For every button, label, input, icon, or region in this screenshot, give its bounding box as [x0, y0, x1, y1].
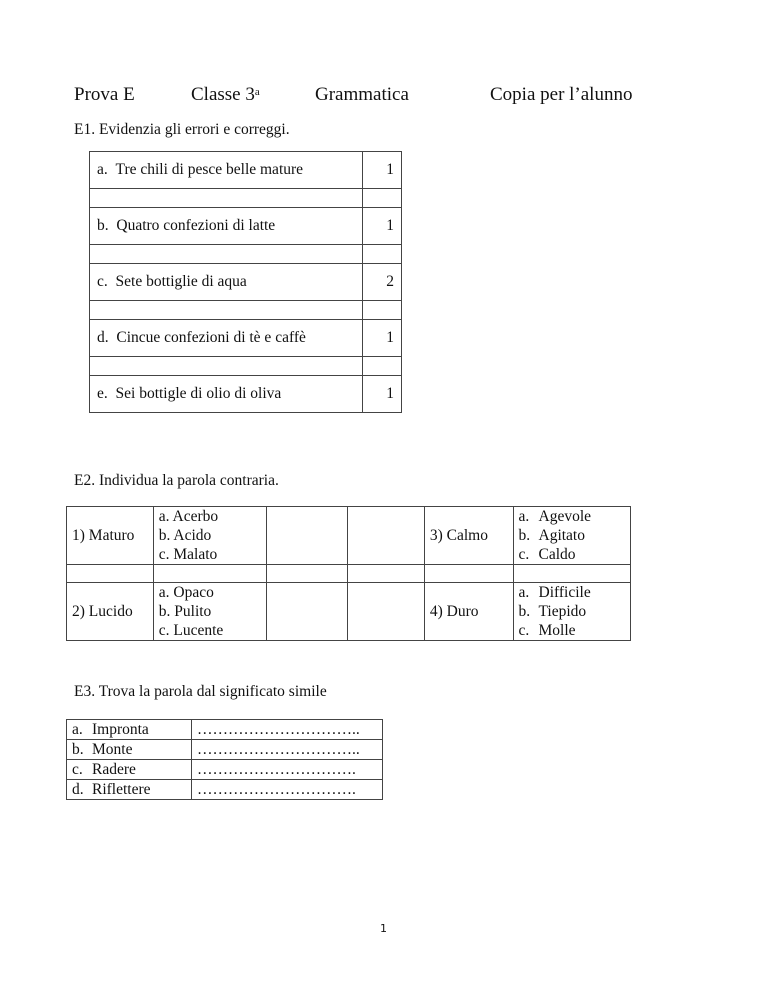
- header-prova: Prova E: [74, 84, 135, 105]
- e2-gap-cell: [266, 565, 347, 583]
- e2-option-letter: b.: [518, 527, 531, 544]
- e3-word-cell: [67, 780, 192, 800]
- e3-word-text: Riflettere: [92, 781, 151, 798]
- e1-row: [90, 152, 402, 189]
- e1-item: [90, 208, 363, 245]
- e2-options: [513, 507, 631, 565]
- e1-answer-cell[interactable]: [90, 245, 363, 264]
- e2-gap-cell: [424, 565, 513, 583]
- e2-options: [153, 507, 266, 565]
- e3-word: [72, 740, 186, 759]
- e2-option-letter: c.: [518, 622, 530, 639]
- e1-row: [90, 376, 402, 413]
- page-number: 1: [380, 922, 387, 935]
- e2-gap-row: [67, 565, 631, 583]
- e1-item: [90, 320, 363, 357]
- e3-word-cell: [67, 740, 192, 760]
- e1-item-score: 2: [363, 264, 402, 301]
- e2-option-letter: a.: [518, 508, 530, 525]
- e1-item: [90, 152, 363, 189]
- e2-options: [153, 583, 266, 641]
- e1-item-letter: d.: [97, 329, 109, 346]
- e2-option: [519, 545, 626, 564]
- e3-row: [67, 760, 383, 780]
- e1-item-letter: c.: [97, 273, 108, 290]
- e1-answer-row: [90, 245, 402, 264]
- e2-gap-cell: [348, 565, 425, 583]
- e2-option-text: Difficile: [538, 584, 591, 601]
- e3-word: [72, 720, 186, 739]
- header-classe: [191, 84, 260, 106]
- e2-answer-cell[interactable]: [266, 507, 347, 565]
- e2-option: [519, 621, 626, 640]
- e1-answer-cell[interactable]: [90, 189, 363, 208]
- e1-item-score: 1: [363, 152, 402, 189]
- e1-item-letter: a.: [97, 161, 108, 178]
- e1-answer-row: [90, 189, 402, 208]
- header-classe-sup: a: [254, 86, 260, 98]
- e3-word: [72, 780, 186, 799]
- e1-answer-score-cell: [363, 245, 402, 264]
- e2-table-body: [67, 507, 631, 641]
- e2-gap-cell: [513, 565, 631, 583]
- e1-item: [90, 376, 363, 413]
- e1-item-score: 1: [363, 320, 402, 357]
- e1-table: [89, 151, 402, 413]
- e3-answer-blank[interactable]: …………………………..: [192, 720, 383, 740]
- e3-word-text: Radere: [92, 761, 136, 778]
- e3-answer-blank[interactable]: …………………………..: [192, 740, 383, 760]
- e3-row: [67, 720, 383, 740]
- e1-item-text: Tre chili di pesce belle mature: [115, 161, 304, 178]
- header-classe-text: Classe 3: [191, 84, 255, 105]
- e1-item-score: 1: [363, 376, 402, 413]
- e2-table: [66, 506, 631, 641]
- e1-item-text: Cincue confezioni di tè e caffè: [116, 329, 306, 346]
- e3-word-letter: c.: [72, 761, 83, 778]
- e1-answer-row: [90, 301, 402, 320]
- e1-item-text: Sete bottiglie di aqua: [115, 273, 247, 290]
- e2-gap-cell: [153, 565, 266, 583]
- e2-option: b. Pulito: [158, 603, 212, 620]
- e1-row: [90, 264, 402, 301]
- e2-option-text: Agevole: [538, 508, 592, 525]
- e2-word: 4) Duro: [424, 583, 513, 641]
- e1-item-text: Sei bottigle di olio di oliva: [115, 385, 282, 402]
- e2-option: a. Opaco: [158, 584, 214, 601]
- e2-gap-cell: [67, 565, 154, 583]
- e2-option-letter: c.: [518, 546, 530, 563]
- e1-table-body: [90, 152, 402, 413]
- e3-word-text: Monte: [92, 741, 133, 758]
- e3-table-body: [67, 720, 383, 800]
- e3-word-text: Impronta: [92, 721, 149, 738]
- e3-word: [72, 760, 186, 779]
- e2-option: b. Acido: [158, 527, 212, 544]
- e1-answer-cell[interactable]: [90, 301, 363, 320]
- e2-answer-cell[interactable]: [266, 583, 347, 641]
- e2-option-text: Tiepido: [538, 603, 587, 620]
- e1-answer-score-cell: [363, 301, 402, 320]
- e2-option: a. Acerbo: [158, 508, 219, 525]
- e2-option: [519, 507, 626, 526]
- e2-word: 2) Lucido: [67, 583, 154, 641]
- e3-word-cell: [67, 720, 192, 740]
- e2-option: [519, 526, 626, 545]
- e2-option: [519, 583, 626, 602]
- e3-title: E3. Trova la parola dal significato simile: [74, 683, 327, 700]
- e2-option: [519, 602, 626, 621]
- e2-option-letter: a.: [518, 584, 530, 601]
- e2-answer-cell[interactable]: [348, 583, 425, 641]
- e1-item: [90, 264, 363, 301]
- e3-answer-blank[interactable]: ………………………….: [192, 780, 383, 800]
- e2-option-text: Agitato: [538, 527, 585, 544]
- e2-option-letter: b.: [518, 603, 531, 620]
- e2-row: [67, 583, 631, 641]
- e2-options: [513, 583, 631, 641]
- e3-row: [67, 740, 383, 760]
- e1-row: [90, 208, 402, 245]
- e1-row: [90, 320, 402, 357]
- e1-item-score: 1: [363, 208, 402, 245]
- e1-answer-score-cell: [363, 189, 402, 208]
- e1-answer-row: [90, 357, 402, 376]
- e1-item-letter: b.: [97, 217, 109, 234]
- e2-option: c. Malato: [158, 546, 218, 563]
- header-copia: Copia per l’alunno: [490, 84, 633, 105]
- e1-title: E1. Evidenzia gli errori e correggi.: [74, 121, 290, 138]
- e3-word-cell: [67, 760, 192, 780]
- e1-answer-cell[interactable]: [90, 357, 363, 376]
- e2-option-text: Caldo: [538, 546, 576, 563]
- e2-row: [67, 507, 631, 565]
- e1-answer-score-cell: [363, 357, 402, 376]
- e3-word-letter: b.: [72, 741, 84, 758]
- header-materia: Grammatica: [315, 84, 409, 105]
- e2-word: 1) Maturo: [67, 507, 154, 565]
- e1-item-letter: e.: [97, 385, 108, 402]
- e3-row: [67, 780, 383, 800]
- e2-answer-cell[interactable]: [348, 507, 425, 565]
- e2-option: c. Lucente: [158, 622, 224, 639]
- e1-item-text: Quatro confezioni di latte: [116, 217, 276, 234]
- e2-title: E2. Individua la parola contraria.: [74, 472, 279, 489]
- e3-table: [66, 719, 383, 800]
- e2-option-text: Molle: [538, 622, 576, 639]
- e3-word-letter: d.: [72, 781, 84, 798]
- e3-word-letter: a.: [72, 721, 83, 738]
- e2-word: 3) Calmo: [424, 507, 513, 565]
- e3-answer-blank[interactable]: ………………………….: [192, 760, 383, 780]
